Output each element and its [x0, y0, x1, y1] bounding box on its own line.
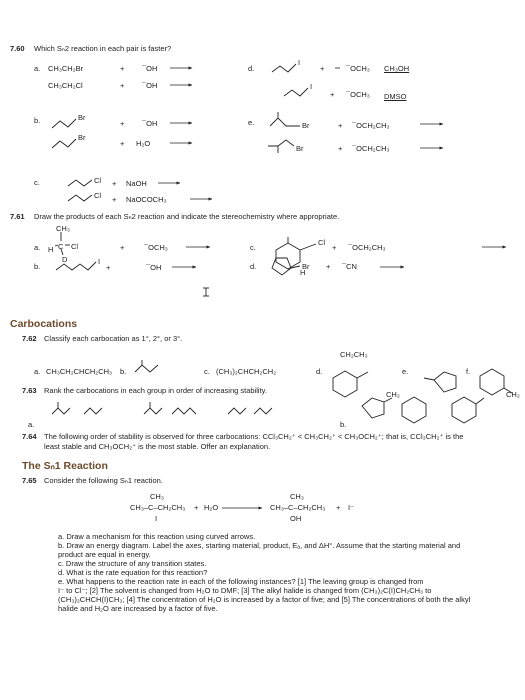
- water: H₂O: [204, 503, 219, 512]
- plus-sign: +: [112, 195, 117, 204]
- hydrogen: H: [48, 245, 54, 254]
- list-item: e. What happens to the reaction rate in each of the following instances? [1] The leaving group is changed from: [58, 577, 424, 586]
- question-title: Draw the products of each Sₙ2 reaction and indicate the stereochemistry where appropriate.: [34, 212, 340, 221]
- part-label-b: b.: [34, 262, 41, 271]
- question-number: 7.65: [22, 476, 37, 485]
- formula: CH₃CH₂CHCH₂CH₃: [46, 367, 113, 376]
- nucleophile: ¯OH: [142, 119, 158, 128]
- leaving-group: I: [98, 257, 101, 266]
- leaving-group: Cl: [94, 191, 102, 200]
- question-number: 7.61: [10, 212, 25, 221]
- part-label-a: a.: [34, 367, 41, 376]
- plus-sign: +: [120, 119, 125, 128]
- hydroxyl-group: OH: [290, 514, 302, 523]
- leaving-group: Cl: [71, 242, 79, 251]
- nucleophile: ¯OCH₃: [346, 90, 370, 99]
- plus-sign: +: [120, 243, 125, 252]
- plus-sign: +: [326, 262, 331, 271]
- carbon: C: [58, 242, 64, 251]
- plus-sign: +: [120, 139, 125, 148]
- question-number: 7.62: [22, 334, 37, 343]
- nucleophile: ¯OH: [146, 263, 162, 272]
- part-label-d: d.: [250, 262, 257, 271]
- part-label-b: b.: [120, 367, 127, 376]
- formula: (CH₃)₂CHCH₂CH₂: [216, 367, 277, 376]
- solvent: CH₃OH: [384, 64, 410, 73]
- question-title: Consider the following Sₙ1 reaction.: [44, 476, 163, 485]
- plus-sign: +: [330, 90, 335, 99]
- part-label-e: e.: [248, 118, 255, 127]
- list-item: product are equal in energy.: [58, 550, 151, 559]
- list-item: c. Draw the structure of any transition states.: [58, 559, 207, 568]
- leaving-group: Br: [302, 121, 310, 130]
- hydrogen: H: [300, 268, 306, 277]
- reactant: CH₃CH₂Cl: [48, 81, 83, 90]
- nucleophile: ¯OCH₂CH₃: [352, 144, 390, 153]
- list-item: a. Draw a mechanism for this reaction using curved arrows.: [58, 532, 256, 541]
- nucleophile: ¯OH: [142, 64, 158, 73]
- nucleophile: ¯OCH₃: [144, 243, 168, 252]
- part-label-a: a.: [34, 243, 41, 252]
- plus-sign: +: [120, 81, 125, 90]
- part-label-a: a.: [34, 64, 41, 73]
- reactant: CH₃CH₂Br: [48, 64, 84, 73]
- question-number: 7.64: [22, 432, 37, 441]
- plus-sign: +: [336, 503, 341, 512]
- skeleton-760b: [52, 119, 76, 148]
- methyl-group: CH₃: [290, 492, 304, 501]
- leaving-group: Br: [78, 133, 86, 142]
- plus-sign: +: [112, 179, 117, 188]
- iodide: I⁻: [348, 503, 355, 512]
- leaving-group: I: [310, 82, 313, 91]
- list-item: (CH₃)₂CHCH(I)CH₃; [4] The concentration of H₂O is increased by a factor of five; and [5] The concentrations of both the alkyl: [58, 595, 471, 604]
- leaving-group: Br: [302, 262, 310, 271]
- section-heading: The Sₙ1 Reaction: [22, 460, 108, 472]
- carbocation-structures-763: [52, 397, 484, 423]
- list-item: b. Draw an energy diagram. Label the axes, starting material, product, Eₐ, and ΔH°. Assume that the starting material and: [58, 541, 461, 550]
- substituent: CH₂: [506, 390, 520, 399]
- nucleophile: ¯OCH₂CH₃: [352, 121, 390, 130]
- ring-761c: [276, 237, 316, 269]
- methyl-group: CH₃: [56, 224, 70, 233]
- leaving-group: I: [298, 58, 301, 67]
- skeleton-760c: [68, 180, 92, 201]
- part-label-d: d.: [248, 64, 255, 73]
- plus-sign: +: [338, 121, 343, 130]
- part-label-c: c.: [250, 243, 256, 252]
- leaving-group: Cl: [94, 176, 102, 185]
- deuterium: D: [62, 255, 68, 264]
- list-item: I⁻ to Cl⁻; [2] The solvent is changed from H₂O to DMF; [3] The alkyl halide is changed from (CH₃)₂C(I)CH₂CH₃ to: [58, 586, 432, 595]
- section-heading: Carbocations: [10, 318, 78, 330]
- cursor-mark: [203, 288, 209, 296]
- part-label-c: c.: [204, 367, 210, 376]
- reactant-chain: CH₃–C–CH₂CH₃: [130, 503, 186, 512]
- part-label-f: f.: [466, 367, 471, 376]
- product-chain: CH₃–C–CH₂CH₃: [270, 503, 326, 512]
- iodo-group: I: [155, 514, 158, 523]
- nucleophile: NaOH: [126, 179, 147, 188]
- nucleophile: ¯OH: [142, 81, 158, 90]
- part-label-a: a.: [28, 420, 35, 429]
- question-title: Classify each carbocation as 1°, 2°, or 3°.: [44, 334, 183, 343]
- part-label-e: e.: [402, 367, 409, 376]
- plus-sign: +: [120, 64, 125, 73]
- nucleophile: NaOCOCH₃: [126, 195, 167, 204]
- substituent: CH₂: [386, 390, 400, 399]
- nucleophile: ¯OCH₂CH₃: [348, 243, 386, 252]
- leaving-group: Br: [78, 113, 86, 122]
- list-item: d. What is the rate equation for this reaction?: [58, 568, 208, 577]
- plus-sign: +: [320, 64, 325, 73]
- question-title: Rank the carbocations in each group in order of increasing stability.: [44, 386, 267, 395]
- nucleophile: H₂O: [136, 139, 151, 148]
- plus-sign: +: [106, 263, 111, 272]
- question-text: least stable and CH₃OCH₂⁺ is the most stable. Offer an explanation.: [44, 442, 271, 451]
- plus-sign: +: [194, 503, 199, 512]
- reaction-arrows-761: [172, 247, 506, 267]
- nucleophile: ¯CN: [342, 262, 357, 271]
- plus-sign: +: [338, 144, 343, 153]
- question-text: The following order of stability is observed for three carbocations: CCl₃CH₂⁺ < CH₃CH₂⁺ < CH₃OCH₂⁺; that is, CCl₃CH₂⁺ is the: [44, 432, 464, 441]
- methyl-group: CH₃: [150, 492, 164, 501]
- plus-sign: +: [332, 243, 337, 252]
- nucleophile: ¯OCH₃: [346, 64, 370, 73]
- solvent: DMSO: [384, 92, 407, 101]
- substituent: CH₂CH₃: [340, 350, 368, 359]
- part-label-c: c.: [34, 178, 40, 187]
- reaction-arrows-760: [158, 68, 443, 199]
- leaving-group: Br: [296, 144, 304, 153]
- question-title: Which Sₙ2 reaction in each pair is faster?: [34, 44, 172, 53]
- part-label-d: d.: [316, 367, 323, 376]
- leaving-group: Cl: [318, 238, 326, 247]
- part-label-b: b.: [340, 420, 347, 429]
- list-item: halide and H₂O are increased by a factor of five.: [58, 604, 218, 613]
- question-number: 7.63: [22, 386, 37, 395]
- part-label-b: b.: [34, 116, 41, 125]
- question-number: 7.60: [10, 44, 25, 53]
